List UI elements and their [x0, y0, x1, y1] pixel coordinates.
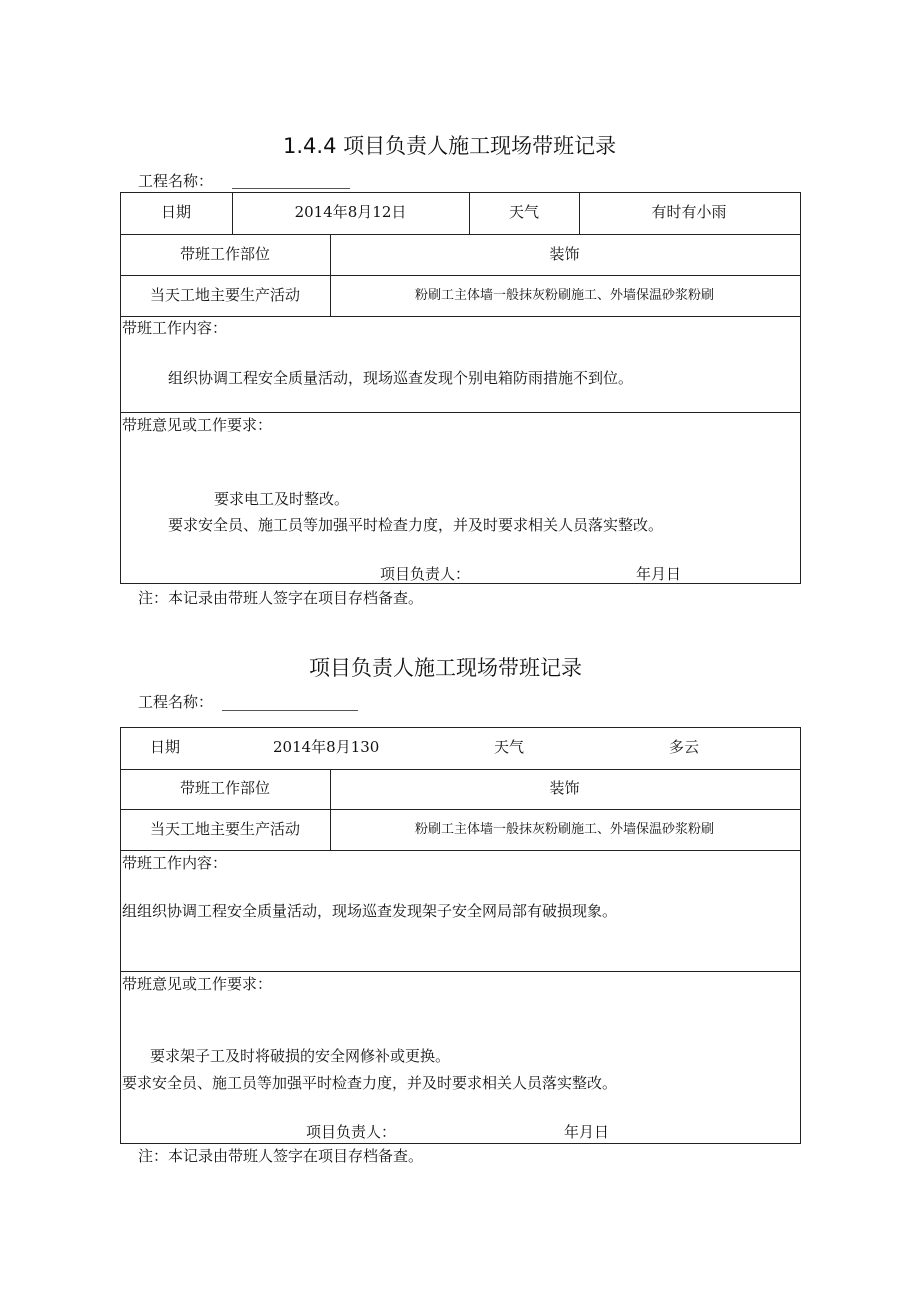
record-title: 项目负责人施工现场带班记录	[309, 656, 582, 680]
project-name-label: 工程名称：	[138, 693, 214, 711]
opinion-line-2: 要求安全员、施工员等加强平时检查力度，并及时要求相关人员落实整改。	[122, 1074, 618, 1092]
project-name-label: 工程名称：	[138, 172, 214, 190]
content-text: 组组织协调工程安全质量活动，现场巡查发现架子安全网局部有破损现象。	[122, 902, 618, 920]
responsible-label: 项目负责人：	[306, 1123, 397, 1141]
opinion-label: 带班意见或工作要求：	[122, 416, 273, 434]
weather-value: 有时有小雨	[651, 203, 727, 221]
work-position-value: 装饰	[549, 779, 580, 797]
work-position-label: 带班工作部位	[179, 779, 270, 797]
date-label: 日期	[150, 738, 181, 756]
date-sign-label: 年月日	[636, 565, 682, 583]
activity-label: 当天工地主要生产活动	[149, 286, 300, 304]
date-label: 日期	[160, 203, 191, 221]
activity-label: 当天工地主要生产活动	[149, 820, 300, 838]
date-value: 2014年8月130	[273, 738, 380, 756]
date-value: 2014年8月12日	[294, 203, 407, 221]
activity-value: 粉刷工主体墙一般抹灰粉刷施工、外墙保温砂浆粉刷	[414, 288, 714, 303]
activity-value: 粉刷工主体墙一般抹灰粉刷施工、外墙保温砂浆粉刷	[414, 822, 714, 837]
project-name-field	[222, 710, 358, 711]
opinion-line-1: 要求电工及时整改。	[214, 490, 350, 508]
date-sign-label: 年月日	[564, 1123, 610, 1141]
opinion-label: 带班意见或工作要求：	[122, 975, 273, 993]
project-name-field	[232, 188, 350, 189]
content-label: 带班工作内容：	[122, 854, 228, 872]
note: 注：本记录由带班人签字在项目存档备查。	[138, 589, 424, 607]
responsible-label: 项目负责人：	[380, 565, 471, 583]
opinion-line-2: 要求安全员、施工员等加强平时检查力度，并及时要求相关人员落实整改。	[168, 516, 664, 534]
opinion-line-1: 要求架子工及时将破损的安全网修补或更换。	[150, 1047, 451, 1065]
record-title: 1.4.4 项目负责人施工现场带班记录	[283, 134, 617, 158]
work-position-value: 装饰	[549, 245, 580, 263]
content-label: 带班工作内容：	[122, 319, 228, 337]
weather-value: 多云	[669, 738, 700, 756]
content-text: 组织协调工程安全质量活动，现场巡查发现个别电箱防雨措施不到位。	[168, 369, 634, 387]
weather-label: 天气	[508, 203, 539, 221]
weather-label: 天气	[494, 738, 525, 756]
work-position-label: 带班工作部位	[179, 245, 270, 263]
note: 注：本记录由带班人签字在项目存档备查。	[138, 1147, 424, 1165]
